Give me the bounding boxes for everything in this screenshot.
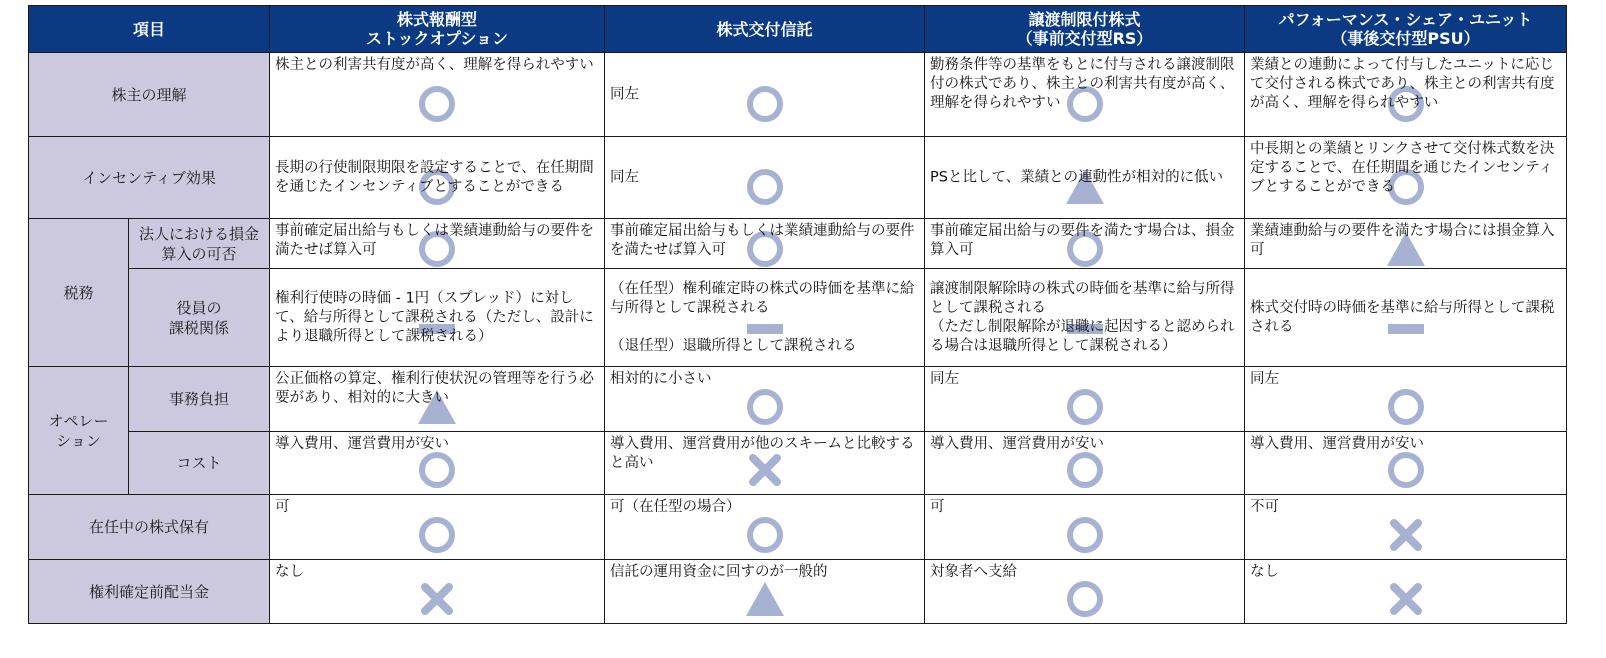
- table-cell: [605, 495, 925, 560]
- table-cell: [925, 269, 1245, 367]
- cross-icon: [415, 577, 459, 621]
- table-cell: [605, 53, 925, 137]
- row-label-text: 株主の理解: [111, 85, 187, 104]
- circle-icon: [1063, 448, 1107, 492]
- header-psu-label: パフォーマンス・シェア・ユニット （事後交付型PSU）: [1278, 10, 1533, 48]
- table-cell: [270, 432, 605, 495]
- table-cell: [925, 137, 1245, 219]
- header-stock-option-label: 株式報酬型 ストックオプション: [365, 10, 509, 48]
- circle-icon: [1384, 385, 1428, 429]
- cell-text: 導入費用、運営費用が安い: [930, 436, 1104, 452]
- header-psu: [1245, 6, 1567, 53]
- row-label-incentive: [29, 137, 270, 219]
- circle-icon: [1384, 448, 1428, 492]
- cell-text: 導入費用、運営費用が安い: [275, 436, 449, 452]
- row-incentive: [29, 137, 1567, 219]
- table-cell: [1245, 560, 1567, 624]
- row-label-tax-officer: [129, 269, 270, 367]
- table-cell: [270, 269, 605, 367]
- row-label-text: 税務: [63, 283, 94, 302]
- cell-text: 相対的に小さい: [610, 371, 712, 387]
- row-label-text: 在任中の株式保有: [88, 518, 209, 536]
- cell-text: 同左: [610, 169, 639, 185]
- row-tax-deduct: [29, 219, 1567, 269]
- comparison-table: [28, 5, 1567, 624]
- table-cell: [270, 137, 605, 219]
- cell-text: 中長期との業績とリンクさせて交付株式数を決定することで、在任期間を通じたインセンティブとすることができる: [1250, 141, 1555, 195]
- row-label-admin: [129, 367, 270, 432]
- cell-text: 可: [275, 499, 290, 515]
- row-holding: [29, 495, 1567, 560]
- cell-text: （在任型）権利確定時の株式の時価を基準に給与所得として課税される （退任型）退職所得として課税される: [610, 280, 915, 354]
- header-stock-trust-label: 株式交付信託: [716, 19, 813, 39]
- row-label-text: コスト: [176, 454, 222, 472]
- cell-text: 業績連動給与の要件を満たす場合には損金算入可: [1250, 223, 1555, 258]
- triangle-icon: [743, 577, 787, 621]
- cell-text: 株主との利害共有度が高く、理解を得られやすい: [275, 57, 594, 73]
- cell-text: 譲渡制限解除時の株式の時価を基準に給与所得として課税される （ただし制限解除が退職に起因すると認められる場合は退職所得として課税される）: [930, 280, 1235, 354]
- row-label-cost: [129, 432, 270, 495]
- table-cell: [270, 560, 605, 624]
- cell-text: 信託の運用資金に回すのが一般的: [610, 564, 828, 580]
- table-cell: [1245, 137, 1567, 219]
- cell-text: 不可: [1250, 499, 1279, 515]
- row-label-tax-deduct: [129, 219, 270, 269]
- table-cell: [1245, 432, 1567, 495]
- cell-text: PSと比して、業績との連動性が相対的に低い: [930, 169, 1224, 185]
- table-cell: [1245, 367, 1567, 432]
- circle-icon: [415, 513, 459, 557]
- table-cell: [270, 219, 605, 269]
- cell-text: 権利行使時の時価 - 1円（スプレッド）に対して、給与所得として課税される（ただし、設計により退職所得として課税される）: [275, 290, 594, 344]
- cell-text: 事前確定届出給与もしくは業績連動給与の要件を満たせば算入可: [610, 223, 915, 258]
- header-item: [29, 6, 270, 53]
- table-cell: [1245, 219, 1567, 269]
- cross-icon: [1384, 513, 1428, 557]
- row-shareholder: [29, 53, 1567, 137]
- cell-text: なし: [1250, 564, 1279, 580]
- row-cost: [29, 432, 1567, 495]
- cell-text: 株式交付時の時価を基準に給与所得として課税される: [1250, 299, 1555, 335]
- cell-text: なし: [275, 564, 304, 580]
- table-cell: [925, 432, 1245, 495]
- table-cell: [605, 269, 925, 367]
- table-cell: [270, 495, 605, 560]
- table-cell: [925, 495, 1245, 560]
- cell-text: 勤務条件等の基準をもとに付与される譲渡制限付の株式であり、株主との利害共有度が高く、理解を得られやすい: [930, 57, 1235, 111]
- header-stock-option: [270, 6, 605, 53]
- row-label-operation: [29, 367, 129, 495]
- table-cell: [1245, 53, 1567, 137]
- header-row: [29, 6, 1567, 53]
- circle-icon: [1063, 385, 1107, 429]
- header-rs-label: 譲渡制限付株式 （事前交付型RS）: [1016, 10, 1153, 48]
- cell-text: 可: [930, 499, 945, 515]
- cell-text: 同左: [930, 371, 959, 387]
- header-stock-trust: [605, 6, 925, 53]
- circle-icon: [1063, 513, 1107, 557]
- table-cell: [605, 367, 925, 432]
- cell-text: 導入費用、運営費用が他のスキームと比較すると高い: [610, 436, 915, 471]
- header-rs: [925, 6, 1245, 53]
- circle-icon: [415, 82, 459, 126]
- row-label-dividend: [29, 560, 270, 624]
- header-item-label: 項目: [132, 19, 165, 39]
- cross-icon: [1384, 577, 1428, 621]
- table-cell: [270, 53, 605, 137]
- table-cell: [925, 219, 1245, 269]
- row-label-text: 役員の 課税関係: [168, 298, 229, 337]
- circle-icon: [743, 513, 787, 557]
- cell-text: 対象者へ支給: [930, 564, 1017, 580]
- row-tax-officer: [29, 269, 1567, 367]
- cell-text: 公正価格の算定、権利行使状況の管理等を行う必要があり、相対的に大きい: [275, 371, 594, 406]
- cell-text: 同左: [610, 86, 639, 102]
- cell-text: 同左: [1250, 371, 1279, 387]
- row-label-text: 権利確定前配当金: [88, 582, 209, 601]
- table-cell: [925, 53, 1245, 137]
- row-label-tax: [29, 219, 129, 367]
- table-cell: [605, 137, 925, 219]
- table-cell: [1245, 269, 1567, 367]
- circle-icon: [743, 385, 787, 429]
- table-cell: [925, 367, 1245, 432]
- row-dividend: [29, 560, 1567, 624]
- row-label-holding: [29, 495, 270, 560]
- row-label-text: 法人における損金 算入の可否: [138, 224, 259, 263]
- table-cell: [605, 560, 925, 624]
- table-cell: [270, 367, 605, 432]
- table-cell: [925, 560, 1245, 624]
- circle-icon: [1063, 577, 1107, 621]
- table-cell: [1245, 495, 1567, 560]
- cell-text: 可（在任型の場合）: [610, 499, 741, 515]
- table-cell: [605, 432, 925, 495]
- row-admin: [29, 367, 1567, 432]
- row-label-text: オペレー ション: [48, 411, 109, 450]
- row-label-text: 事務負担: [168, 390, 229, 408]
- comparison-table-container: [28, 5, 1567, 624]
- circle-icon: [415, 448, 459, 492]
- cell-text: 業績との連動によって付与したユニットに応じて交付される株式であり、株主との利害共有度が高く、理解を得られやすい: [1250, 57, 1555, 111]
- cell-text: 導入費用、運営費用が安い: [1250, 436, 1424, 452]
- table-cell: [605, 219, 925, 269]
- cell-text: 事前確定届出給与もしくは業績連動給与の要件を満たせば算入可: [275, 223, 594, 258]
- cell-text: 事前確定届出給与の要件を満たす場合は、損金算入可: [930, 223, 1235, 258]
- row-label-text: インセンティブ効果: [82, 168, 216, 187]
- cell-text: 長期の行使制限期限を設定することで、在任期間を通じたインセンティブとすることができる: [275, 159, 594, 195]
- row-label-shareholder: [29, 53, 270, 137]
